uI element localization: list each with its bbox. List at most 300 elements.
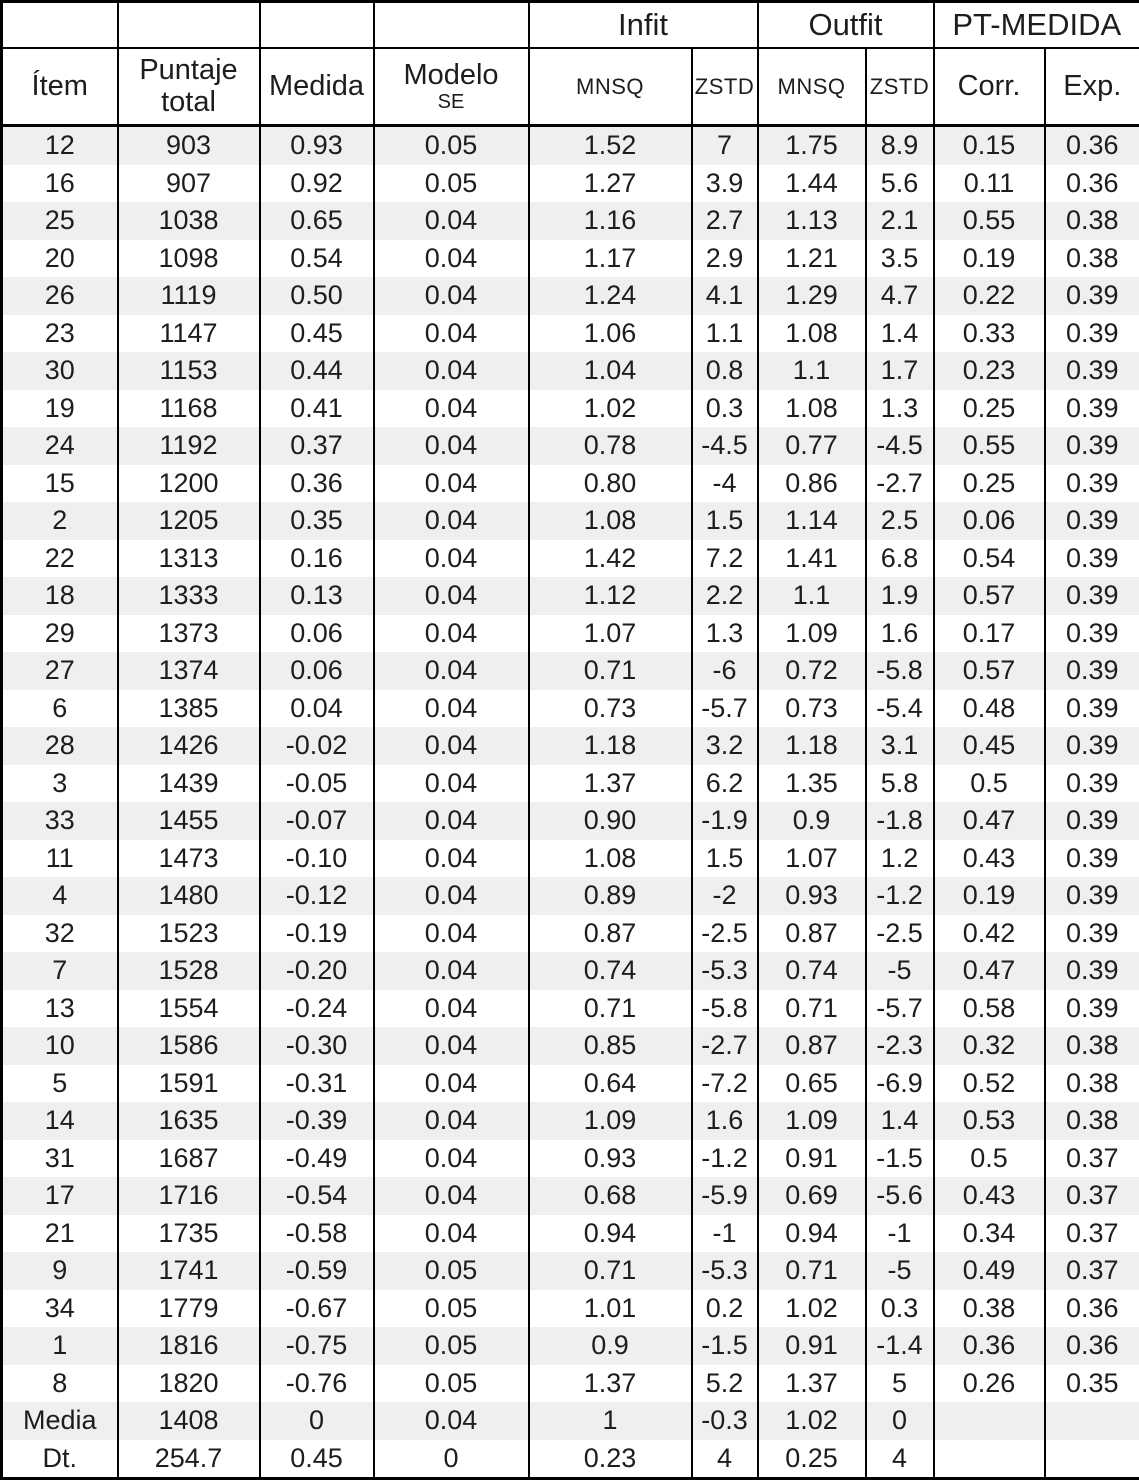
cell-pt_exp: 0.39 bbox=[1045, 615, 1139, 653]
cell-modelo_se: 0.04 bbox=[374, 390, 529, 428]
cell-pt_corr: 0.26 bbox=[934, 1365, 1045, 1403]
cell-outfit_mnsq: 1.1 bbox=[758, 577, 866, 615]
cell-item: Media bbox=[2, 1402, 118, 1440]
cell-infit_zstd: 4 bbox=[692, 1440, 758, 1479]
cell-medida: 0.44 bbox=[260, 352, 374, 390]
column-header-row bbox=[2, 48, 1139, 126]
cell-medida: -0.67 bbox=[260, 1290, 374, 1328]
cell-outfit_zstd: -1 bbox=[866, 1215, 934, 1253]
cell-pt_corr: 0.25 bbox=[934, 390, 1045, 428]
cell-outfit_mnsq: 0.73 bbox=[758, 690, 866, 728]
table-row bbox=[2, 352, 1139, 390]
cell-infit_zstd: -4.5 bbox=[692, 427, 758, 465]
cell-pt_corr: 0.33 bbox=[934, 315, 1045, 353]
cell-infit_mnsq: 1.02 bbox=[529, 390, 692, 428]
table-row bbox=[2, 390, 1139, 428]
cell-modelo_se: 0.04 bbox=[374, 202, 529, 240]
cell-item: 12 bbox=[2, 126, 118, 165]
cell-infit_zstd: -1.2 bbox=[692, 1140, 758, 1178]
cell-outfit_zstd: -5.6 bbox=[866, 1177, 934, 1215]
table-body bbox=[2, 126, 1139, 1479]
cell-puntaje_total: 1528 bbox=[118, 952, 260, 990]
table-row bbox=[2, 277, 1139, 315]
cell-pt_exp: 0.36 bbox=[1045, 1290, 1139, 1328]
cell-pt_corr: 0.43 bbox=[934, 840, 1045, 878]
table-row bbox=[2, 1215, 1139, 1253]
cell-infit_zstd: -4 bbox=[692, 465, 758, 503]
cell-outfit_zstd: 1.3 bbox=[866, 390, 934, 428]
cell-outfit_mnsq: 0.25 bbox=[758, 1440, 866, 1479]
cell-infit_mnsq: 0.78 bbox=[529, 427, 692, 465]
cell-infit_mnsq: 1.37 bbox=[529, 1365, 692, 1403]
cell-outfit_zstd: -1.5 bbox=[866, 1140, 934, 1178]
cell-outfit_zstd: 3.5 bbox=[866, 240, 934, 278]
cell-pt_corr: 0.52 bbox=[934, 1065, 1045, 1103]
cell-outfit_mnsq: 1.09 bbox=[758, 615, 866, 653]
table-row bbox=[2, 126, 1139, 165]
cell-puntaje_total: 1735 bbox=[118, 1215, 260, 1253]
cell-outfit_mnsq: 0.86 bbox=[758, 465, 866, 503]
cell-outfit_zstd: 1.9 bbox=[866, 577, 934, 615]
table-row bbox=[2, 840, 1139, 878]
cell-infit_mnsq: 1.37 bbox=[529, 765, 692, 803]
cell-medida: -0.05 bbox=[260, 765, 374, 803]
cell-item: 11 bbox=[2, 840, 118, 878]
cell-infit_zstd: 3.2 bbox=[692, 727, 758, 765]
cell-modelo_se: 0.04 bbox=[374, 427, 529, 465]
cell-pt_corr: 0.38 bbox=[934, 1290, 1045, 1328]
cell-medida: 0.45 bbox=[260, 315, 374, 353]
cell-item: 30 bbox=[2, 352, 118, 390]
cell-infit_zstd: -6 bbox=[692, 652, 758, 690]
cell-pt_corr bbox=[934, 1402, 1045, 1440]
cell-infit_zstd: 4.1 bbox=[692, 277, 758, 315]
cell-infit_zstd: -5.7 bbox=[692, 690, 758, 728]
cell-outfit_mnsq: 1.41 bbox=[758, 540, 866, 578]
cell-puntaje_total: 1038 bbox=[118, 202, 260, 240]
col-header-corr: Corr. bbox=[934, 48, 1045, 126]
cell-item: Dt. bbox=[2, 1440, 118, 1479]
cell-outfit_mnsq: 1.44 bbox=[758, 165, 866, 203]
table-row bbox=[2, 1065, 1139, 1103]
cell-puntaje_total: 1716 bbox=[118, 1177, 260, 1215]
cell-puntaje_total: 1333 bbox=[118, 577, 260, 615]
cell-medida: -0.10 bbox=[260, 840, 374, 878]
cell-item: 19 bbox=[2, 390, 118, 428]
cell-puntaje_total: 1455 bbox=[118, 802, 260, 840]
cell-infit_mnsq: 0.9 bbox=[529, 1327, 692, 1365]
cell-outfit_mnsq: 0.69 bbox=[758, 1177, 866, 1215]
cell-pt_corr: 0.57 bbox=[934, 652, 1045, 690]
cell-infit_mnsq: 1.24 bbox=[529, 277, 692, 315]
table-row bbox=[2, 652, 1139, 690]
cell-infit_mnsq: 1.06 bbox=[529, 315, 692, 353]
cell-outfit_mnsq: 0.65 bbox=[758, 1065, 866, 1103]
cell-outfit_mnsq: 0.87 bbox=[758, 1027, 866, 1065]
cell-pt_exp: 0.39 bbox=[1045, 577, 1139, 615]
cell-modelo_se: 0.04 bbox=[374, 652, 529, 690]
table-row bbox=[2, 202, 1139, 240]
cell-modelo_se: 0 bbox=[374, 1440, 529, 1479]
table-row bbox=[2, 952, 1139, 990]
cell-pt_corr: 0.47 bbox=[934, 802, 1045, 840]
table-row bbox=[2, 990, 1139, 1028]
cell-infit_mnsq: 0.71 bbox=[529, 652, 692, 690]
cell-puntaje_total: 1098 bbox=[118, 240, 260, 278]
cell-outfit_zstd: 3.1 bbox=[866, 727, 934, 765]
cell-pt_exp: 0.38 bbox=[1045, 1065, 1139, 1103]
table-row bbox=[2, 727, 1139, 765]
cell-pt_corr: 0.55 bbox=[934, 427, 1045, 465]
cell-infit_mnsq: 0.73 bbox=[529, 690, 692, 728]
cell-puntaje_total: 1523 bbox=[118, 915, 260, 953]
cell-pt_exp: 0.39 bbox=[1045, 952, 1139, 990]
cell-medida: -0.49 bbox=[260, 1140, 374, 1178]
table-row bbox=[2, 1252, 1139, 1290]
cell-puntaje_total: 1373 bbox=[118, 615, 260, 653]
cell-puntaje_total: 1374 bbox=[118, 652, 260, 690]
cell-modelo_se: 0.04 bbox=[374, 240, 529, 278]
cell-infit_zstd: -2.5 bbox=[692, 915, 758, 953]
cell-item: 17 bbox=[2, 1177, 118, 1215]
cell-outfit_zstd: -2.5 bbox=[866, 915, 934, 953]
cell-pt_corr: 0.55 bbox=[934, 202, 1045, 240]
cell-medida: -0.20 bbox=[260, 952, 374, 990]
table-row bbox=[2, 615, 1139, 653]
cell-item: 22 bbox=[2, 540, 118, 578]
cell-infit_mnsq: 0.85 bbox=[529, 1027, 692, 1065]
cell-infit_zstd: 0.8 bbox=[692, 352, 758, 390]
cell-medida: 0.36 bbox=[260, 465, 374, 503]
cell-pt_exp: 0.38 bbox=[1045, 1027, 1139, 1065]
cell-item: 33 bbox=[2, 802, 118, 840]
cell-medida: -0.30 bbox=[260, 1027, 374, 1065]
cell-medida: 0 bbox=[260, 1402, 374, 1440]
cell-infit_mnsq: 1.01 bbox=[529, 1290, 692, 1328]
cell-infit_mnsq: 0.71 bbox=[529, 1252, 692, 1290]
cell-pt_exp: 0.37 bbox=[1045, 1252, 1139, 1290]
cell-modelo_se: 0.04 bbox=[374, 277, 529, 315]
cell-pt_corr: 0.58 bbox=[934, 990, 1045, 1028]
cell-item: 6 bbox=[2, 690, 118, 728]
cell-medida: -0.19 bbox=[260, 915, 374, 953]
cell-modelo_se: 0.04 bbox=[374, 727, 529, 765]
cell-outfit_zstd: 0.3 bbox=[866, 1290, 934, 1328]
cell-outfit_zstd: 2.5 bbox=[866, 502, 934, 540]
cell-modelo_se: 0.04 bbox=[374, 877, 529, 915]
cell-item: 4 bbox=[2, 877, 118, 915]
cell-infit_zstd: 3.9 bbox=[692, 165, 758, 203]
cell-pt_corr: 0.34 bbox=[934, 1215, 1045, 1253]
cell-pt_exp: 0.36 bbox=[1045, 126, 1139, 165]
cell-pt_exp: 0.39 bbox=[1045, 690, 1139, 728]
cell-item: 20 bbox=[2, 240, 118, 278]
cell-modelo_se: 0.04 bbox=[374, 540, 529, 578]
cell-pt_corr: 0.19 bbox=[934, 240, 1045, 278]
cell-puntaje_total: 1147 bbox=[118, 315, 260, 353]
cell-pt_corr: 0.42 bbox=[934, 915, 1045, 953]
cell-pt_exp: 0.39 bbox=[1045, 465, 1139, 503]
cell-infit_mnsq: 0.89 bbox=[529, 877, 692, 915]
cell-outfit_mnsq: 1.08 bbox=[758, 315, 866, 353]
cell-puntaje_total: 1820 bbox=[118, 1365, 260, 1403]
cell-pt_exp: 0.39 bbox=[1045, 802, 1139, 840]
cell-pt_exp: 0.37 bbox=[1045, 1140, 1139, 1178]
cell-pt_corr: 0.47 bbox=[934, 952, 1045, 990]
cell-infit_zstd: -5.3 bbox=[692, 952, 758, 990]
cell-item: 8 bbox=[2, 1365, 118, 1403]
cell-item: 31 bbox=[2, 1140, 118, 1178]
cell-medida: 0.65 bbox=[260, 202, 374, 240]
col-header-outfit-zstd: ZSTD bbox=[866, 48, 934, 126]
col-header-item: Ítem bbox=[2, 48, 118, 126]
cell-modelo_se: 0.05 bbox=[374, 1365, 529, 1403]
cell-outfit_mnsq: 0.71 bbox=[758, 990, 866, 1028]
cell-pt_corr: 0.15 bbox=[934, 126, 1045, 165]
cell-outfit_mnsq: 1.35 bbox=[758, 765, 866, 803]
cell-medida: -0.07 bbox=[260, 802, 374, 840]
cell-medida: 0.45 bbox=[260, 1440, 374, 1479]
cell-outfit_mnsq: 1.02 bbox=[758, 1402, 866, 1440]
blank-cell bbox=[374, 2, 529, 49]
cell-pt_exp: 0.38 bbox=[1045, 240, 1139, 278]
cell-item: 18 bbox=[2, 577, 118, 615]
cell-outfit_zstd: 5 bbox=[866, 1365, 934, 1403]
table-row bbox=[2, 1365, 1139, 1403]
cell-modelo_se: 0.04 bbox=[374, 802, 529, 840]
cell-outfit_zstd: 5.8 bbox=[866, 765, 934, 803]
cell-medida: -0.02 bbox=[260, 727, 374, 765]
cell-item: 1 bbox=[2, 1327, 118, 1365]
cell-infit_mnsq: 1.08 bbox=[529, 502, 692, 540]
cell-outfit_zstd: -5 bbox=[866, 952, 934, 990]
modelo-label: Modelo bbox=[403, 59, 498, 91]
cell-modelo_se: 0.04 bbox=[374, 315, 529, 353]
cell-puntaje_total: 1119 bbox=[118, 277, 260, 315]
cell-outfit_zstd: 2.1 bbox=[866, 202, 934, 240]
cell-item: 2 bbox=[2, 502, 118, 540]
cell-modelo_se: 0.04 bbox=[374, 1102, 529, 1140]
cell-infit_mnsq: 1 bbox=[529, 1402, 692, 1440]
cell-infit_zstd: 7 bbox=[692, 126, 758, 165]
cell-infit_zstd: 1.5 bbox=[692, 502, 758, 540]
cell-modelo_se: 0.04 bbox=[374, 915, 529, 953]
cell-pt_exp: 0.37 bbox=[1045, 1177, 1139, 1215]
table-row bbox=[2, 1327, 1139, 1365]
cell-modelo_se: 0.04 bbox=[374, 1140, 529, 1178]
table-row bbox=[2, 1177, 1139, 1215]
cell-infit_zstd: 1.3 bbox=[692, 615, 758, 653]
cell-modelo_se: 0.04 bbox=[374, 1027, 529, 1065]
cell-puntaje_total: 1200 bbox=[118, 465, 260, 503]
cell-pt_exp bbox=[1045, 1402, 1139, 1440]
cell-pt_corr: 0.48 bbox=[934, 690, 1045, 728]
cell-infit_zstd: 2.7 bbox=[692, 202, 758, 240]
table-row bbox=[2, 690, 1139, 728]
cell-medida: 0.13 bbox=[260, 577, 374, 615]
cell-outfit_zstd: -5 bbox=[866, 1252, 934, 1290]
cell-item: 16 bbox=[2, 165, 118, 203]
cell-pt_exp: 0.39 bbox=[1045, 727, 1139, 765]
cell-pt_exp: 0.39 bbox=[1045, 540, 1139, 578]
cell-modelo_se: 0.04 bbox=[374, 765, 529, 803]
cell-item: 7 bbox=[2, 952, 118, 990]
cell-puntaje_total: 1439 bbox=[118, 765, 260, 803]
cell-pt_exp: 0.39 bbox=[1045, 840, 1139, 878]
cell-puntaje_total: 1473 bbox=[118, 840, 260, 878]
cell-outfit_zstd: -6.9 bbox=[866, 1065, 934, 1103]
cell-infit_zstd: -1.9 bbox=[692, 802, 758, 840]
cell-infit_zstd: -1.5 bbox=[692, 1327, 758, 1365]
table-row bbox=[2, 540, 1139, 578]
cell-modelo_se: 0.04 bbox=[374, 1215, 529, 1253]
cell-pt_corr: 0.36 bbox=[934, 1327, 1045, 1365]
cell-item: 32 bbox=[2, 915, 118, 953]
cell-medida: 0.06 bbox=[260, 615, 374, 653]
cell-pt_corr: 0.23 bbox=[934, 352, 1045, 390]
cell-medida: -0.31 bbox=[260, 1065, 374, 1103]
cell-medida: -0.76 bbox=[260, 1365, 374, 1403]
cell-infit_mnsq: 1.12 bbox=[529, 577, 692, 615]
cell-pt_corr: 0.49 bbox=[934, 1252, 1045, 1290]
table-row bbox=[2, 915, 1139, 953]
table-row bbox=[2, 427, 1139, 465]
cell-medida: -0.24 bbox=[260, 990, 374, 1028]
cell-pt_corr: 0.45 bbox=[934, 727, 1045, 765]
cell-infit_mnsq: 0.64 bbox=[529, 1065, 692, 1103]
cell-outfit_mnsq: 1.07 bbox=[758, 840, 866, 878]
cell-outfit_mnsq: 1.13 bbox=[758, 202, 866, 240]
blank-cell bbox=[260, 2, 374, 49]
cell-infit_mnsq: 0.87 bbox=[529, 915, 692, 953]
cell-medida: -0.75 bbox=[260, 1327, 374, 1365]
cell-infit_mnsq: 0.71 bbox=[529, 990, 692, 1028]
cell-outfit_zstd: -1.8 bbox=[866, 802, 934, 840]
cell-pt_exp: 0.38 bbox=[1045, 1102, 1139, 1140]
cell-infit_zstd: 1.1 bbox=[692, 315, 758, 353]
cell-item: 5 bbox=[2, 1065, 118, 1103]
cell-puntaje_total: 1153 bbox=[118, 352, 260, 390]
cell-modelo_se: 0.04 bbox=[374, 502, 529, 540]
cell-outfit_zstd: 5.6 bbox=[866, 165, 934, 203]
cell-item: 13 bbox=[2, 990, 118, 1028]
cell-pt_exp: 0.39 bbox=[1045, 990, 1139, 1028]
cell-outfit_mnsq: 0.87 bbox=[758, 915, 866, 953]
cell-medida: 0.37 bbox=[260, 427, 374, 465]
cell-infit_zstd: 7.2 bbox=[692, 540, 758, 578]
cell-infit_zstd: -2.7 bbox=[692, 1027, 758, 1065]
cell-outfit_zstd: 4.7 bbox=[866, 277, 934, 315]
cell-outfit_mnsq: 0.93 bbox=[758, 877, 866, 915]
cell-pt_corr: 0.53 bbox=[934, 1102, 1045, 1140]
cell-puntaje_total: 1816 bbox=[118, 1327, 260, 1365]
cell-medida: 0.54 bbox=[260, 240, 374, 278]
cell-infit_zstd: -7.2 bbox=[692, 1065, 758, 1103]
cell-puntaje_total: 1635 bbox=[118, 1102, 260, 1140]
cell-puntaje_total: 1480 bbox=[118, 877, 260, 915]
cell-outfit_mnsq: 1.18 bbox=[758, 727, 866, 765]
cell-puntaje_total: 1205 bbox=[118, 502, 260, 540]
cell-medida: -0.54 bbox=[260, 1177, 374, 1215]
cell-pt_exp: 0.39 bbox=[1045, 352, 1139, 390]
cell-outfit_zstd: 4 bbox=[866, 1440, 934, 1479]
cell-pt_corr: 0.22 bbox=[934, 277, 1045, 315]
cell-outfit_zstd: 1.4 bbox=[866, 315, 934, 353]
col-header-exp: Exp. bbox=[1045, 48, 1139, 126]
cell-outfit_zstd: 6.8 bbox=[866, 540, 934, 578]
cell-infit_zstd: 2.2 bbox=[692, 577, 758, 615]
cell-pt_corr: 0.17 bbox=[934, 615, 1045, 653]
cell-modelo_se: 0.05 bbox=[374, 1290, 529, 1328]
group-header-outfit: Outfit bbox=[758, 2, 934, 49]
cell-pt_exp: 0.39 bbox=[1045, 502, 1139, 540]
cell-outfit_zstd: -5.4 bbox=[866, 690, 934, 728]
cell-infit_mnsq: 1.09 bbox=[529, 1102, 692, 1140]
col-header-outfit-mnsq: MNSQ bbox=[758, 48, 866, 126]
group-header-pt-medida: PT-MEDIDA bbox=[934, 2, 1139, 49]
table-row bbox=[2, 1402, 1139, 1440]
cell-pt_exp: 0.39 bbox=[1045, 315, 1139, 353]
cell-pt_corr: 0.5 bbox=[934, 1140, 1045, 1178]
cell-infit_mnsq: 1.27 bbox=[529, 165, 692, 203]
cell-puntaje_total: 254.7 bbox=[118, 1440, 260, 1479]
cell-infit_mnsq: 0.90 bbox=[529, 802, 692, 840]
table-row bbox=[2, 877, 1139, 915]
cell-outfit_mnsq: 0.91 bbox=[758, 1327, 866, 1365]
cell-pt_exp: 0.35 bbox=[1045, 1365, 1139, 1403]
cell-medida: 0.06 bbox=[260, 652, 374, 690]
cell-infit_mnsq: 1.04 bbox=[529, 352, 692, 390]
blank-cell bbox=[2, 2, 118, 49]
col-header-medida: Medida bbox=[260, 48, 374, 126]
cell-puntaje_total: 1192 bbox=[118, 427, 260, 465]
cell-item: 27 bbox=[2, 652, 118, 690]
cell-puntaje_total: 1313 bbox=[118, 540, 260, 578]
cell-pt_exp: 0.39 bbox=[1045, 877, 1139, 915]
cell-infit_zstd: -5.8 bbox=[692, 990, 758, 1028]
cell-infit_mnsq: 1.07 bbox=[529, 615, 692, 653]
cell-medida: -0.12 bbox=[260, 877, 374, 915]
cell-infit_zstd: -0.3 bbox=[692, 1402, 758, 1440]
cell-puntaje_total: 1586 bbox=[118, 1027, 260, 1065]
table-row bbox=[2, 1027, 1139, 1065]
cell-pt_corr: 0.5 bbox=[934, 765, 1045, 803]
cell-infit_mnsq: 1.16 bbox=[529, 202, 692, 240]
cell-infit_mnsq: 1.17 bbox=[529, 240, 692, 278]
cell-modelo_se: 0.04 bbox=[374, 1065, 529, 1103]
cell-medida: 0.04 bbox=[260, 690, 374, 728]
cell-puntaje_total: 1426 bbox=[118, 727, 260, 765]
cell-outfit_mnsq: 0.94 bbox=[758, 1215, 866, 1253]
cell-medida: 0.41 bbox=[260, 390, 374, 428]
cell-infit_zstd: 5.2 bbox=[692, 1365, 758, 1403]
cell-outfit_mnsq: 1.14 bbox=[758, 502, 866, 540]
cell-medida: 0.92 bbox=[260, 165, 374, 203]
cell-pt_exp: 0.37 bbox=[1045, 1215, 1139, 1253]
cell-modelo_se: 0.04 bbox=[374, 1402, 529, 1440]
cell-pt_corr: 0.19 bbox=[934, 877, 1045, 915]
table-row bbox=[2, 465, 1139, 503]
cell-infit_mnsq: 1.52 bbox=[529, 126, 692, 165]
cell-item: 21 bbox=[2, 1215, 118, 1253]
cell-pt_corr: 0.06 bbox=[934, 502, 1045, 540]
table-row bbox=[2, 502, 1139, 540]
cell-outfit_zstd: 1.7 bbox=[866, 352, 934, 390]
cell-pt_corr: 0.25 bbox=[934, 465, 1045, 503]
cell-infit_mnsq: 0.23 bbox=[529, 1440, 692, 1479]
cell-pt_corr: 0.32 bbox=[934, 1027, 1045, 1065]
table-row bbox=[2, 240, 1139, 278]
